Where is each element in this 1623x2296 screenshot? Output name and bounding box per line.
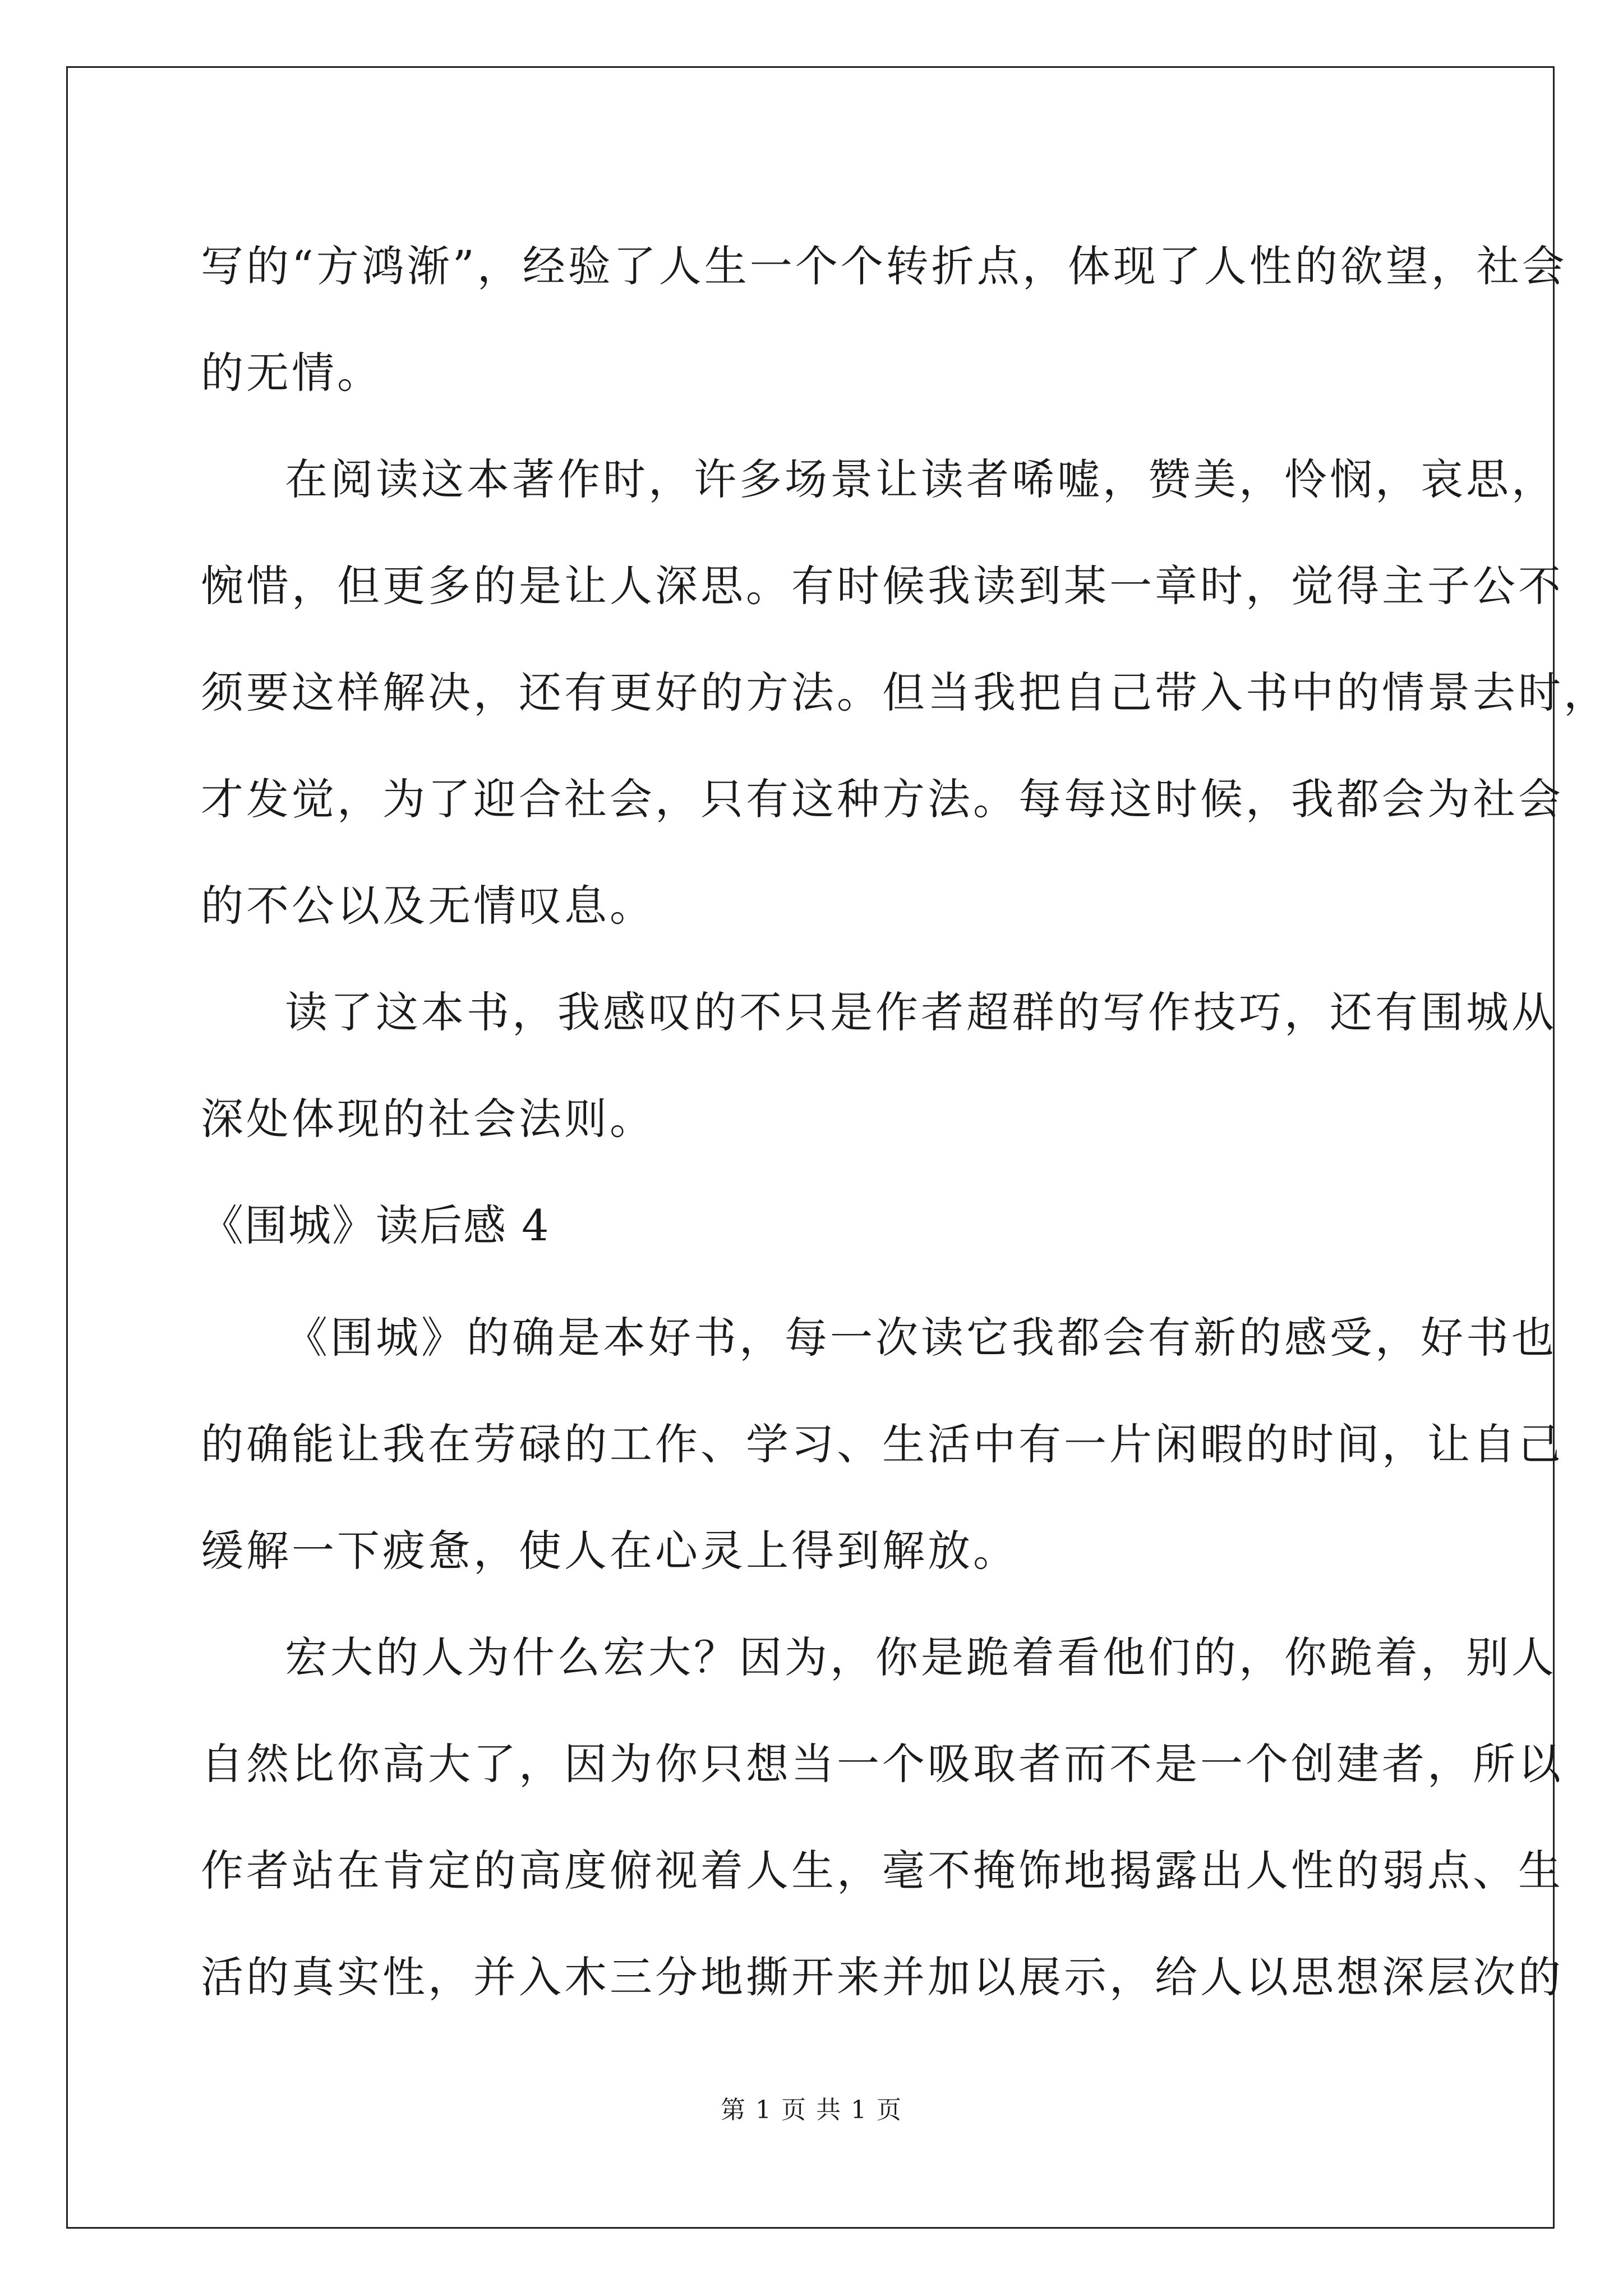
document-body — [201, 213, 1609, 2031]
body-line: 须要这样解决，还有更好的方法。但当我把自己带入书中的情景去时， — [201, 668, 1609, 717]
body-line: 缓解一下疲惫，使人在心灵上得到解放。 — [201, 1526, 1018, 1576]
body-line: 的确能让我在劳碌的工作、学习、生活中有一片闲暇的时间，让自己 — [201, 1419, 1564, 1469]
paragraph-start-line: 在阅读这本著作时，许多场景让读者唏嘘，赞美，怜悯，哀思， — [285, 454, 1557, 504]
body-line: 作者站在肯定的高度俯视着人生，毫不掩饰地揭露出人性的弱点、生 — [201, 1846, 1564, 1895]
body-line: 写的“方鸿渐”，经验了人生一个个转折点，体现了人性的欲望，社会 — [201, 241, 1567, 291]
body-line: 自然比你高大了，因为你只想当一个吸取者而不是一个创建者，所以 — [201, 1739, 1564, 1789]
body-line: 惋惜，但更多的是让人深思。有时候我读到某一章时，觉得主子公不 — [201, 561, 1564, 611]
body-line: 的不公以及无情叹息。 — [201, 881, 655, 931]
paragraph-start-line: 宏大的人为什么宏大？因为，你是跪着看他们的，你跪着，别人 — [285, 1632, 1557, 1682]
page-number-footer: 第 1 页 共 1 页 — [721, 2096, 902, 2124]
body-line: 活的真实性，并入木三分地撕开来并加以展示，给人以思想深层次的 — [201, 1952, 1564, 2002]
body-line: 深处体现的社会法则。 — [201, 1094, 655, 1144]
body-line: 的无情。 — [201, 348, 382, 398]
paragraph-start-line: 读了这本书，我感叹的不只是作者超群的写作技巧，还有围城从 — [285, 987, 1557, 1037]
section-heading: 《围城》读后感 4 — [201, 1200, 550, 1250]
body-line: 才发觉，为了迎合社会，只有这种方法。每每这时候，我都会为社会 — [201, 774, 1564, 824]
paragraph-start-line: 《围城》的确是本好书，每一次读它我都会有新的感受，好书也 — [285, 1313, 1557, 1363]
